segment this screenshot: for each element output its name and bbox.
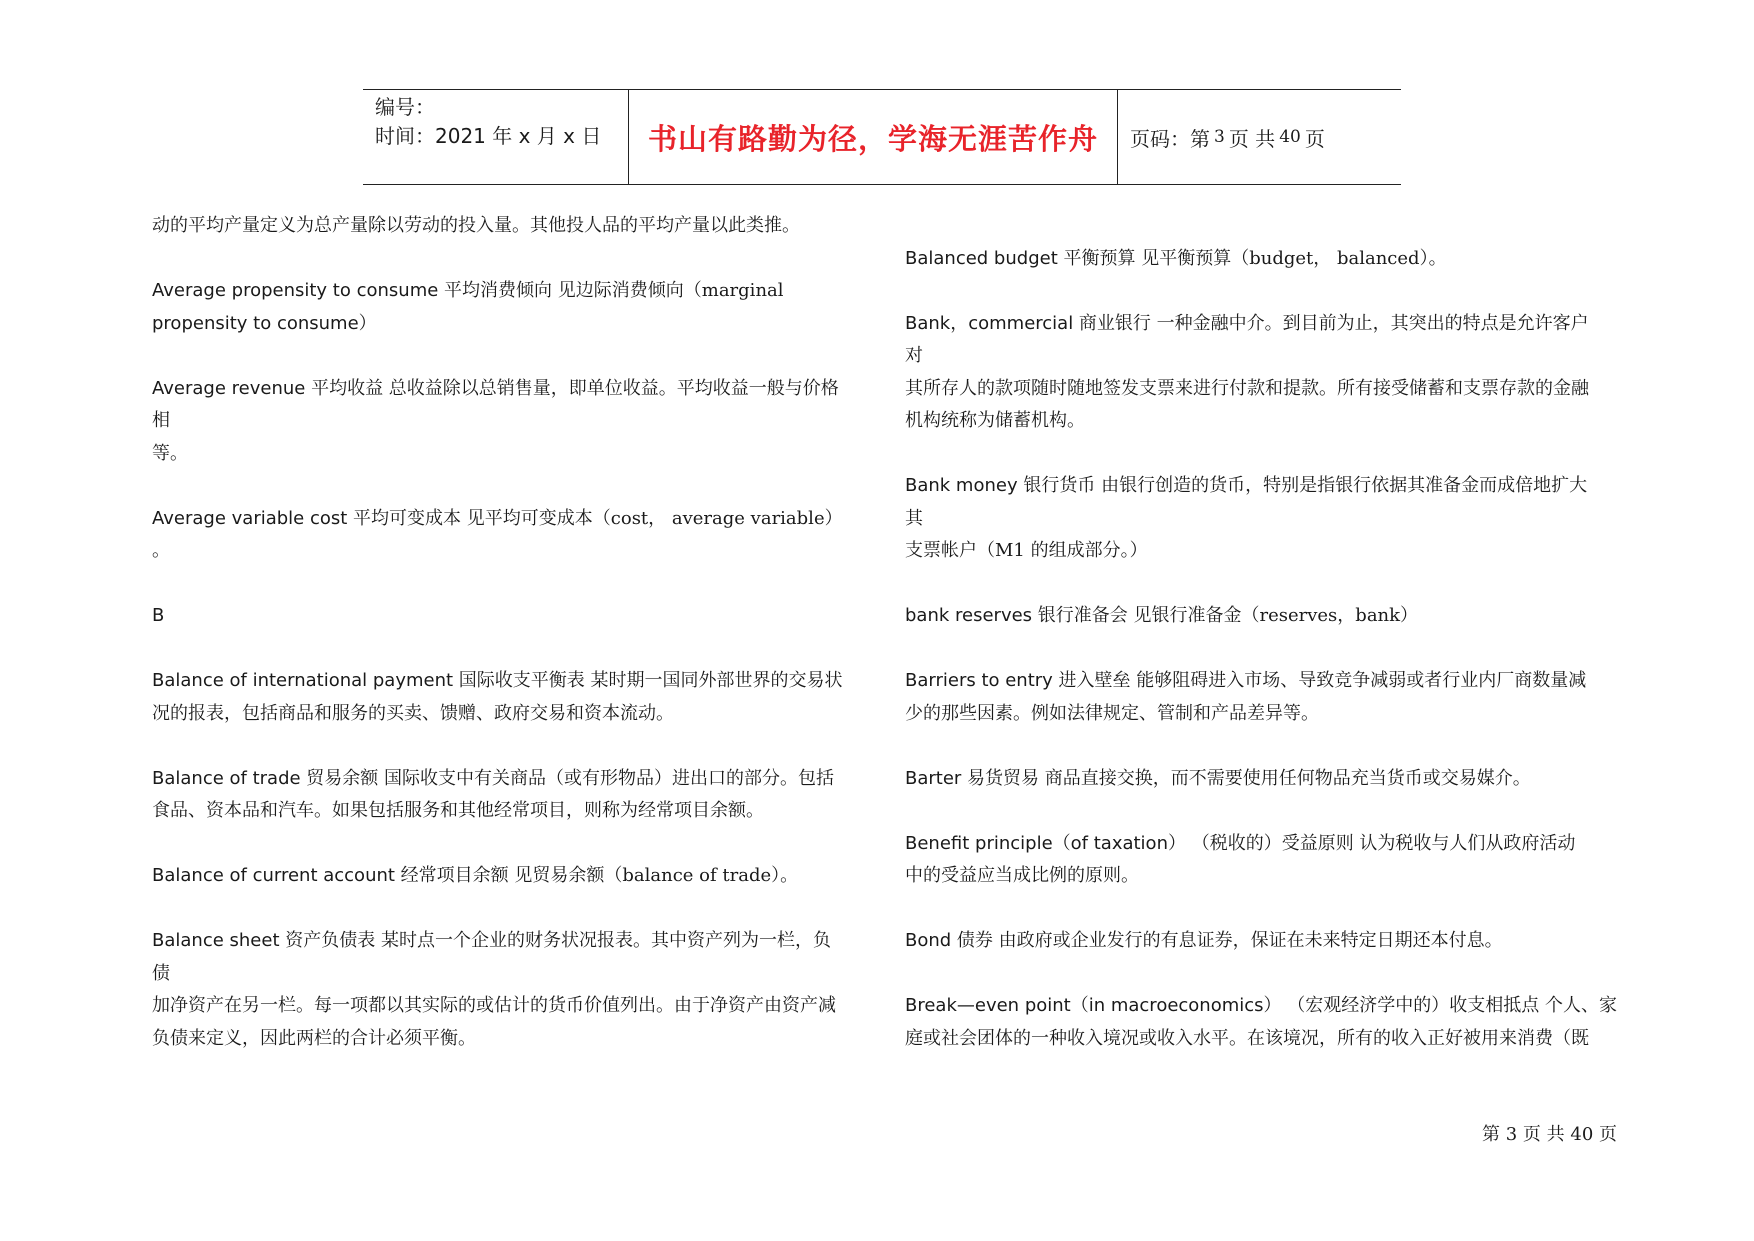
entry-benefit-principle — [905, 828, 1617, 893]
entry-average-propensity-to-consume — [152, 275, 867, 340]
page-mid: 页 共 — [1228, 126, 1276, 151]
entry-term: Benefit principle（of taxation） — [905, 832, 1186, 854]
entry-text: 银行准备会 见银行准备金（reserves，bank） — [1032, 605, 1419, 626]
page-suffix: 页 — [1304, 126, 1325, 151]
entry-text: 其 — [905, 507, 923, 529]
entry-term: Bank money — [905, 475, 1018, 496]
section-letter: B — [152, 605, 165, 626]
left-column — [152, 210, 867, 1055]
entry-text: 相 — [152, 410, 170, 431]
entry-text: propensity to consume） — [152, 312, 377, 334]
entry-balance-sheet — [152, 925, 867, 1055]
header-meta — [363, 90, 628, 184]
entry-text: 银行货币 由银行创造的货币，特别是指银行依据其准备金而成倍地扩大 — [1017, 475, 1588, 496]
entry-balance-of-trade — [152, 763, 867, 828]
entry-text: 食品、资本品和汽车。如果包括服务和其他经常项目，则称为经常项目余额。 — [152, 800, 764, 821]
entry-text: 中的受益应当成比例的原则。 — [905, 865, 1139, 886]
entry-term: Balance of current account — [152, 865, 395, 886]
entry-bank-money — [905, 470, 1617, 568]
entry-term: Balance sheet — [152, 930, 280, 951]
entry-barter — [905, 763, 1617, 796]
entry-text: 少的那些因素。例如法律规定、管制和产品差异等。 — [905, 702, 1319, 724]
entry-bond — [905, 925, 1617, 958]
entry-term: Average variable cost — [152, 507, 348, 529]
entry-text: 其所存人的款项随时随地签发支票来进行付款和提款。所有接受储蓄和支票存款的金融 — [905, 377, 1589, 399]
date-label: 时间：2021 年 x 月 x 日 — [375, 124, 602, 148]
entry-text: 负债来定义，因此两栏的合计必须平衡。 — [152, 1027, 476, 1049]
entry-text: 支票帐户（M1 的组成部分。） — [905, 540, 1148, 561]
entry-text: 商业银行 一种金融中介。到目前为止，其突出的特点是允许客户 — [1073, 312, 1589, 334]
entry-text: 机构统称为储蓄机构。 — [905, 410, 1085, 431]
entry-term: Average propensity to consume — [152, 280, 439, 301]
entry-text: 平衡预算 见平衡预算（budget， balanced）。 — [1057, 247, 1447, 269]
entry-text: 平均消费倾向 见边际消费倾向（marginal — [438, 280, 784, 301]
entry-text: 庭或社会团体的一种收入境况或收入水平。在该境况，所有的收入正好被用来消费（既 — [905, 1027, 1589, 1049]
entry-average-revenue — [152, 373, 867, 471]
entry-text: 等。 — [152, 442, 188, 464]
entry-term: Break—even point（in macroeconomics） — [905, 995, 1282, 1016]
entry-term: Barter — [905, 767, 962, 789]
section-heading-b — [152, 600, 867, 633]
entry-term: Balance of trade — [152, 767, 301, 789]
page-total: 40 — [1279, 127, 1301, 147]
entry-text: 进入壁垒 能够阻碍进入市场、导致竞争减弱或者行业内厂商数量减 — [1052, 670, 1587, 691]
entry-barriers-to-entry — [905, 665, 1617, 730]
entry-text: 债券 由政府或企业发行的有息证券，保证在未来特定日期还本付息。 — [951, 930, 1503, 951]
entry-balanced-budget — [905, 243, 1617, 276]
entry-text: 动的平均产量定义为总产量除以劳动的投入量。其他投人品的平均产量以此类推。 — [152, 215, 800, 236]
entry-bank-reserves — [905, 600, 1617, 633]
entry-term: Balance of international payment — [152, 670, 454, 691]
entry-text: （税收的）受益原则 认为税收与人们从政府活动 — [1185, 832, 1576, 854]
entry-text: 平均收益 总收益除以总销售量，即单位收益。平均收益一般与价格 — [305, 377, 839, 399]
entry-text: 资产负债表 某时点一个企业的财务状况报表。其中资产列为一栏，负 — [279, 930, 831, 951]
entry-text: 对 — [905, 345, 923, 366]
entry-text: 平均可变成本 见平均可变成本（cost， average variable） — [347, 507, 843, 529]
entry-balance-of-current-account — [152, 860, 867, 893]
entry-text: 易货贸易 商品直接交换，而不需要使用任何物品充当货币或交易媒介。 — [961, 767, 1531, 789]
entry-text: （宏观经济学中的）收支相抵点 个人、家 — [1281, 995, 1617, 1016]
entry-bank-commercial — [905, 308, 1617, 438]
entry-text: 经常项目余额 见贸易余额（balance of trade）。 — [394, 865, 799, 886]
page-header — [363, 89, 1401, 185]
serial-number-label: 编号： — [375, 95, 435, 119]
entry-text: 贸易余额 国际收支中有关商品（或有形物品）进出口的部分。包括 — [300, 767, 835, 789]
right-column — [905, 210, 1617, 1055]
entry-balance-of-international-payment — [152, 665, 867, 730]
entry-term: Bond — [905, 930, 952, 951]
entry-text: 加净资产在另一栏。每一项都以其实际的或估计的货币价值列出。由于净资产由资产减 — [152, 995, 836, 1016]
entry-text: 债 — [152, 962, 170, 984]
header-page-number — [1118, 90, 1401, 184]
page-prefix: 页码：第 — [1130, 126, 1210, 151]
entry-term: Average revenue — [152, 377, 306, 399]
entry-term: Barriers to entry — [905, 670, 1053, 691]
entry-text: 况的报表，包括商品和服务的买卖、馈赠、政府交易和资本流动。 — [152, 702, 674, 724]
entry-text: 国际收支平衡表 某时期一国同外部世界的交易状 — [453, 670, 843, 691]
page-footer: 第 3 页 共 40 页 — [1482, 1124, 1617, 1145]
entry-term: Bank，commercial — [905, 312, 1074, 334]
page-current: 3 — [1214, 127, 1225, 147]
entry-continuation — [152, 210, 867, 243]
entry-text: 。 — [152, 540, 170, 561]
entry-term: Balanced budget — [905, 247, 1058, 269]
entry-term: bank reserves — [905, 605, 1033, 626]
entry-average-variable-cost — [152, 503, 867, 568]
entry-break-even-point — [905, 990, 1617, 1055]
header-motto: 书山有路勤为径，学海无涯苦作舟 — [628, 90, 1118, 184]
